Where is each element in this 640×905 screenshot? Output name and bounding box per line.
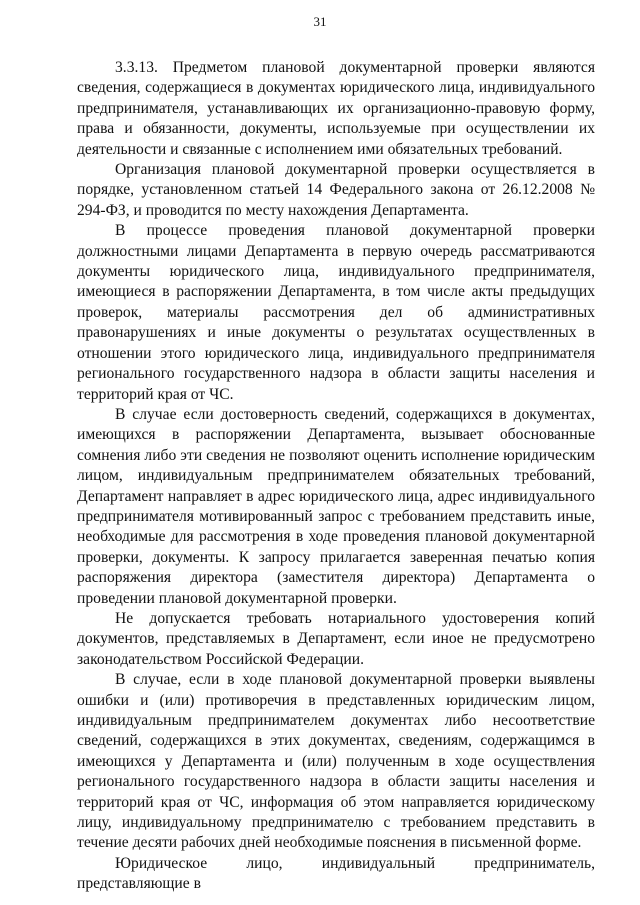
paragraph-continuation: Юридическое лицо, индивидуальный предприниматель, представляющие в <box>77 854 595 893</box>
paragraph-notarization: Не допускается требовать нотариального удостоверения копий документов, представляемых в Департамент, если иное не предусмотрено законодательством Российской Федерации. <box>77 609 595 668</box>
paragraph-request-documents: В случае если достоверность сведений, содержащихся в документах, имеющихся в распоряжении Департамента, вызывает обоснованные сомнения либо эти сведения не позволяют оценить исполнение юридическим лицом, индивидуальным предпринимателем обязательных требований, Департамент направляет в адрес юридического лица, адрес индивидуального предпринимателя мотивированный запрос с требованием представить иные, необходимые для рассмотрения в ходе проведения плановой документарной проверки, документы. К запросу прилагается заверенная печатью копия распоряжения директора (заместителя директора) Департамента о проведении плановой документарной проверки. <box>77 405 595 607</box>
paragraph-document-review: В процессе проведения плановой документарной проверки должностными лицами Департамента в первую очередь рассматриваются документы юридического лица, индивидуального предпринимателя, имеющиеся в распоряжении Департамента, в том числе акты предыдущих проверок, материалы рассмотрения дел об административных правонарушениях и иные документы о результатах осуществленных в отношении этого юридического лица, индивидуального предпринимателя регионального государственного надзора в области защиты населения и территорий края от ЧС. <box>77 222 595 403</box>
paragraph-errors-contradictions: В случае, если в ходе плановой документарной проверки выявлены ошибки и (или) противоречия в представленных юридическим лицом, индивидуальным предпринимателем документах либо несоответствие сведений, содержащихся в этих документах, сведениям, содержащимся в имеющихся у Департамента и (или) полученным в ходе осуществления регионального государственного надзора в области защиты населения и территорий края от ЧС, информация об этом направляется юридическому лицу, индивидуальному предпринимателю с требованием представить в течение десяти рабочих дней необходимые пояснения в письменной форме. <box>77 671 595 852</box>
page-number: 31 <box>313 14 327 29</box>
document-body <box>77 58 595 895</box>
paragraph-inspection-organization: Организация плановой документарной проверки осуществляется в порядке, установленном статьей 14 Федерального закона от 26.12.2008 № 294-ФЗ, и проводится по месту нахождения Департамента. <box>77 161 595 219</box>
paragraph-3-3-13: 3.3.13. Предметом плановой документарной проверки являются сведения, содержащиеся в документах юридического лица, индивидуального предпринимателя, устанавливающих их организационно-правовую форму, права и обязанности, документы, используемые при осуществлении их деятельности и связанные с исполнением ими обязательных требований. <box>77 59 595 158</box>
